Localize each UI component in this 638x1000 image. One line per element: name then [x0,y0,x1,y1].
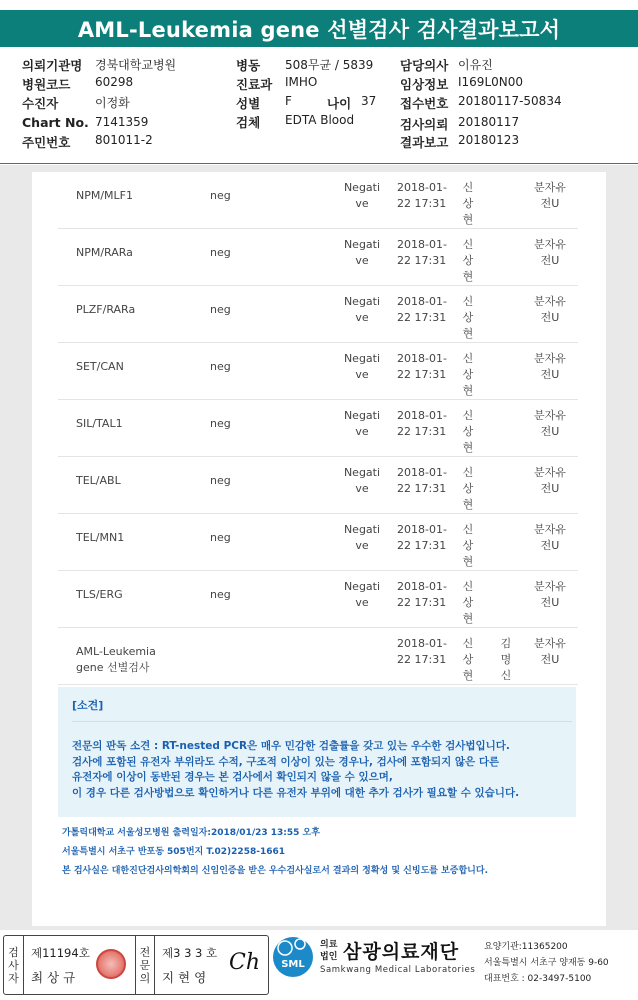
result-cell: neg [210,588,231,601]
performer-cell: 신상현 [462,409,474,454]
department-cell: 분자유전U [534,238,566,267]
test-name-cell: PLZF/RARa [76,303,136,316]
performer-cell: 신상현 [462,580,474,625]
examiner-seal-stamp [96,949,126,979]
dept-value: IMHO [285,75,318,89]
report-time-cell: 2018-01-22 17:31 [397,466,447,495]
specialist-license: 제3 3 3 호 [162,946,218,960]
summary-heading: [소견] [72,699,104,712]
specimen-value: EDTA Blood [285,113,355,127]
performer-cell: 신상현 [462,637,474,682]
examiner-char-3: 자 [8,971,19,985]
clinical-label: 임상정보 [400,77,449,92]
lab-footer [62,824,488,881]
examiner-vertical-label [4,936,24,994]
code-value: 60298 [95,75,134,89]
department-cell: 분자유전U [534,466,566,495]
interpretation-cell: Negative [343,352,381,381]
test-name-cell: SET/CAN [76,360,124,373]
report-time-cell: 2018-01-22 17:31 [397,181,447,210]
hospital-value: 경북대학교병원 [95,58,177,72]
table-row [58,514,578,571]
verifier-cell: 김명신 [500,637,512,682]
signature-bar [0,931,638,1000]
report-time-cell: 2018-01-22 17:31 [397,238,447,267]
performer-cell: 신상현 [462,523,474,568]
table-row [58,628,578,685]
result-cell: neg [210,246,231,259]
chart-label: Chart No. [22,115,89,130]
test-name-cell: SIL/TAL1 [76,417,123,430]
receipt-value: 20180117-50834 [458,94,562,108]
patient-header [0,47,638,164]
test-name-cell: TEL/ABL [76,474,121,487]
performer-cell: 신상현 [462,295,474,340]
report-date-value: 20180123 [458,133,520,147]
specialist-vertical-label [135,936,155,994]
interpretation-cell: Negative [343,580,381,609]
interpretation-cell: Negative [343,409,381,438]
ward-label: 병동 [236,58,261,73]
report-time-cell: 2018-01-22 17:31 [397,295,447,324]
examiner-license: 제11194호 [31,946,90,960]
interpretation-cell: Negative [343,238,381,267]
patient-value: 이정화 [95,96,130,110]
signature-box [3,935,269,995]
examiner-char-2: 사 [8,958,19,972]
result-cell: neg [210,417,231,430]
report-time-cell: 2018-01-22 17:31 [397,580,447,609]
request-value: 20180117 [458,115,520,129]
performer-cell: 신상현 [462,352,474,397]
department-cell: 분자유전U [534,580,566,609]
department-cell: 분자유전U [534,181,566,210]
age-value: 37 [361,94,377,108]
specialist-name: 지 현 영 [162,970,207,985]
department-cell: 분자유전U [534,352,566,381]
interpretation-cell: Negative [343,181,381,210]
department-cell: 분자유전U [534,295,566,324]
org-institution-code: 요양기관:11365200 [484,942,568,952]
report-date-label: 결과보고 [400,135,449,150]
doctor-value: 이유진 [458,58,493,72]
summary-box [58,687,576,817]
specialist-char-1: 전 [139,945,151,959]
resident-label: 주민번호 [22,135,71,150]
result-cell: neg [210,360,231,373]
table-row [58,286,578,343]
report-time-cell: 2018-01-22 17:31 [397,637,447,666]
sml-logo-icon [271,935,315,979]
specialist-char-3: 의 [139,971,151,985]
result-cell: neg [210,531,231,544]
org-address: 서울특별시 서초구 양재동 9-60 [484,958,609,968]
clinical-value: I169L0N00 [458,75,524,89]
report-title: AML-Leukemia gene 선별검사 검사결과보고서 [0,10,638,47]
footer-line-address: 서울특별시 서초구 반포동 505번지 T.02)2258-1661 [62,847,286,857]
summary-text: 전문의 판독 소견 : RT-nested PCR은 매우 민감한 검출률을 갖고 있는 우수한 검사법입니다. 검사에 포함된 유전자 부위라도 수적, 구조적 이상이 있는 경우나, 검사에 포함되지 않은 다른 유전자에 이상이 동반된 경우는 본 검사에서 확인되지 않을 수 있으며, 이 경우 다른 검사방법으로 확인하거나 다른 유전자 부위에 대한 추가 검사가 필요할 수 있습니다. [72,740,520,799]
examiner-char-1: 검 [8,945,19,959]
specimen-label: 검체 [236,115,261,130]
table-row [58,229,578,286]
department-cell: 분자유전U [534,409,566,438]
table-row [58,343,578,400]
document-viewer[interactable] [0,165,638,930]
corp-type [320,939,337,963]
sex-value: F [285,94,292,108]
summary-divider [72,721,572,722]
performer-cell: 신상현 [462,466,474,511]
receipt-label: 접수번호 [400,96,449,111]
chart-value: 7141359 [95,115,149,129]
test-name-cell: AML-Leukemia gene 선별검사 [76,645,156,674]
table-row [58,571,578,628]
interpretation-cell: Negative [343,523,381,552]
result-cell: neg [210,474,231,487]
specialist-char-2: 문 [139,958,151,972]
report-time-cell: 2018-01-22 17:31 [397,352,447,381]
report-time-cell: 2018-01-22 17:31 [397,409,447,438]
corp-type-line-1: 의료 [320,940,338,950]
interpretation-cell: Negative [343,295,381,324]
age-label: 나이 [327,96,352,111]
result-cell: neg [210,303,231,316]
test-name-cell: TEL/MN1 [76,531,125,544]
hospital-label: 의뢰기관명 [22,58,83,73]
footer-line-hospital: 가톨릭대학교 서울성모병원 출력일자:2018/01/23 13:55 오후 [62,828,320,838]
interpretation-cell: Negative [343,466,381,495]
org-info [484,939,609,987]
org-english-name: Samkwang Medical Laboratories [320,965,476,975]
code-label: 병원코드 [22,77,71,92]
performer-cell: 신상현 [462,238,474,283]
sex-label: 성별 [236,96,261,111]
performer-cell: 신상현 [462,181,474,226]
doctor-label: 담당의사 [400,58,449,73]
patient-label: 수진자 [22,96,59,111]
department-cell: 분자유전U [534,637,566,666]
dept-label: 진료과 [236,77,273,92]
org-phone: 대표번호 : 02-3497-5100 [484,974,592,984]
test-name-cell: TLS/ERG [76,588,123,601]
report-time-cell: 2018-01-22 17:31 [397,523,447,552]
table-row [58,400,578,457]
org-name: 삼광의료재단 [343,941,460,963]
request-label: 검사의뢰 [400,117,449,132]
ward-value: 508무균 / 5839 [285,58,374,72]
department-cell: 분자유전U [534,523,566,552]
table-row [58,457,578,514]
test-name-cell: NPM/MLF1 [76,189,134,202]
corp-type-line-2: 법인 [320,952,338,962]
report-page [32,172,606,926]
logo-text: SML [281,959,305,970]
result-cell: neg [210,189,231,202]
resident-value: 801011-2 [95,133,153,147]
footer-line-certification: 본 검사실은 대한진단검사의학회의 신임인증을 받은 우수검사실로서 결과의 정확성 및 신빙도를 보증합니다. [62,866,488,876]
examiner-name: 최 상 규 [31,970,76,985]
test-name-cell: NPM/RARa [76,246,133,259]
table-row [58,172,578,229]
specialist-signature: Ch [229,950,261,975]
